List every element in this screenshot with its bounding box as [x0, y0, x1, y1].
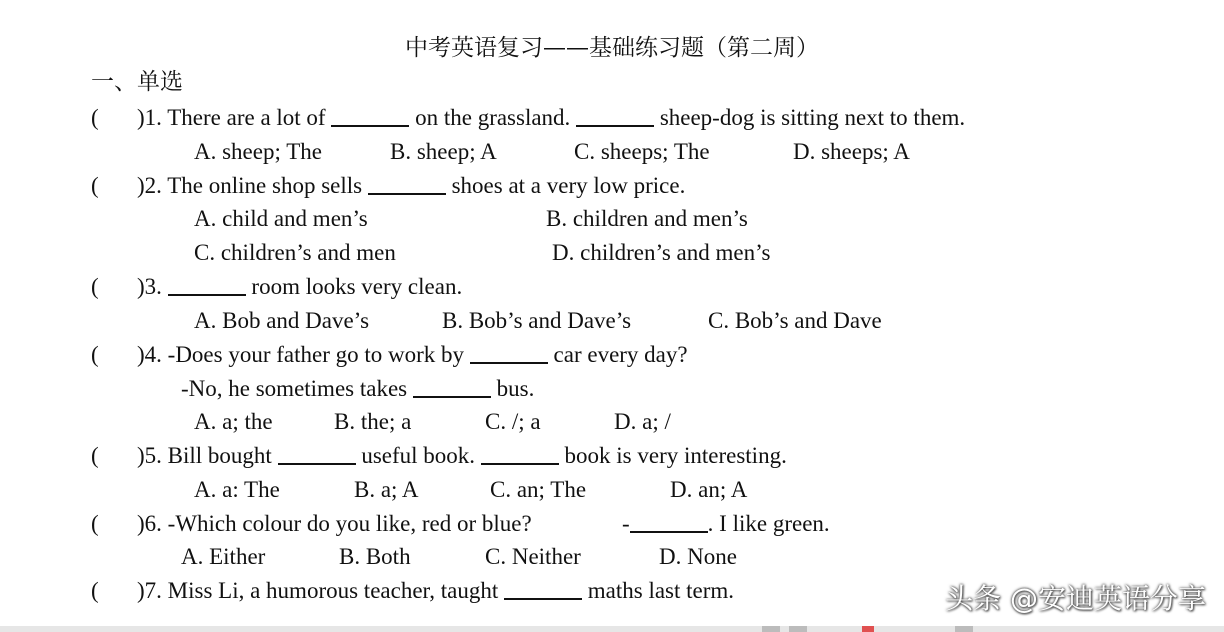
toolbar-icon[interactable] — [862, 626, 874, 632]
option-c: C. /; a — [485, 409, 541, 434]
option-a: A. a: The — [194, 477, 280, 502]
page-title: 中考英语复习——基础练习题（第二周） — [405, 35, 819, 61]
question-text: car every day? — [547, 342, 688, 367]
question-text: )7. Miss Li, a humorous teacher, taught — [137, 578, 505, 603]
answer-paren: ( — [91, 342, 99, 367]
option-d: D. None — [659, 544, 737, 569]
answer-paren: ( — [91, 511, 99, 536]
answer-paren: ( — [91, 173, 99, 198]
option-a: A. Bob and Dave’s — [194, 308, 370, 333]
toolbar-icon[interactable] — [762, 626, 780, 632]
question-text: -No, he sometimes takes — [181, 376, 413, 401]
question-text: shoes at a very low price. — [445, 173, 686, 198]
bottom-toolbar — [0, 626, 1224, 632]
answer-blank — [504, 580, 582, 600]
answer-blank — [470, 344, 548, 364]
question-6-reply — [622, 510, 830, 538]
option-c: C. Neither — [485, 544, 581, 569]
question-text: maths last term. — [582, 578, 735, 603]
option-b: B. children and men’s — [546, 206, 748, 231]
answer-blank — [168, 276, 246, 296]
option-b: B. Bob’s and Dave’s — [442, 308, 632, 333]
toolbar-icon[interactable] — [789, 626, 807, 632]
answer-paren: ( — [91, 578, 99, 603]
answer-blank — [576, 107, 654, 127]
answer-paren: ( — [91, 105, 99, 130]
watermark-label: 头条 @安迪英语分享 — [945, 582, 1206, 615]
question-text: )1. There are a lot of — [137, 105, 332, 130]
question-text: )3. — [137, 274, 168, 299]
question-4 — [137, 341, 688, 369]
option-c: C. an; The — [490, 477, 587, 502]
option-a: A. a; the — [194, 409, 273, 434]
question-text: )4. -Does your father go to work by — [137, 342, 470, 367]
question-2 — [137, 172, 685, 200]
option-c: C. children’s and men — [194, 240, 396, 265]
question-3 — [137, 273, 462, 301]
toolbar-icon[interactable] — [955, 626, 973, 632]
option-c: C. Bob’s and Dave — [708, 308, 882, 333]
option-d: D. a; / — [614, 409, 671, 434]
question-text: sheep-dog is sitting next to them. — [654, 105, 966, 130]
option-d: D. an; A — [670, 477, 748, 502]
answer-blank — [413, 378, 491, 398]
answer-blank — [278, 445, 356, 465]
question-5 — [137, 442, 787, 470]
question-text: . I like green. — [707, 511, 830, 536]
question-text: useful book. — [355, 443, 481, 468]
option-a: A. Either — [181, 544, 266, 569]
question-text: on the grassland. — [409, 105, 577, 130]
option-d: D. sheeps; A — [793, 139, 910, 164]
option-b: B. the; a — [334, 409, 412, 434]
question-text: book is very interesting. — [558, 443, 787, 468]
option-b: B. sheep; A — [390, 139, 497, 164]
answer-blank — [630, 513, 708, 533]
question-text: )2. The online shop sells — [137, 173, 368, 198]
question-text: bus. — [490, 376, 535, 401]
answer-paren: ( — [91, 274, 99, 299]
question-4-line-2 — [181, 375, 534, 403]
question-7 — [137, 577, 734, 605]
answer-paren: ( — [91, 443, 99, 468]
section-heading: 一、单选 — [91, 69, 183, 95]
option-b: B. a; A — [354, 477, 419, 502]
answer-blank — [331, 107, 409, 127]
option-b: B. Both — [339, 544, 411, 569]
option-a: A. sheep; The — [194, 139, 322, 164]
option-c: C. sheeps; The — [574, 139, 710, 164]
question-text: - — [622, 511, 630, 536]
option-a: A. child and men’s — [194, 206, 368, 231]
question-1 — [137, 104, 965, 132]
question-6: )6. -Which colour do you like, red or blue? — [137, 511, 532, 536]
question-text: room looks very clean. — [245, 274, 463, 299]
answer-blank — [481, 445, 559, 465]
answer-blank — [368, 175, 446, 195]
option-d: D. children’s and men’s — [552, 240, 771, 265]
question-text: )5. Bill bought — [137, 443, 278, 468]
